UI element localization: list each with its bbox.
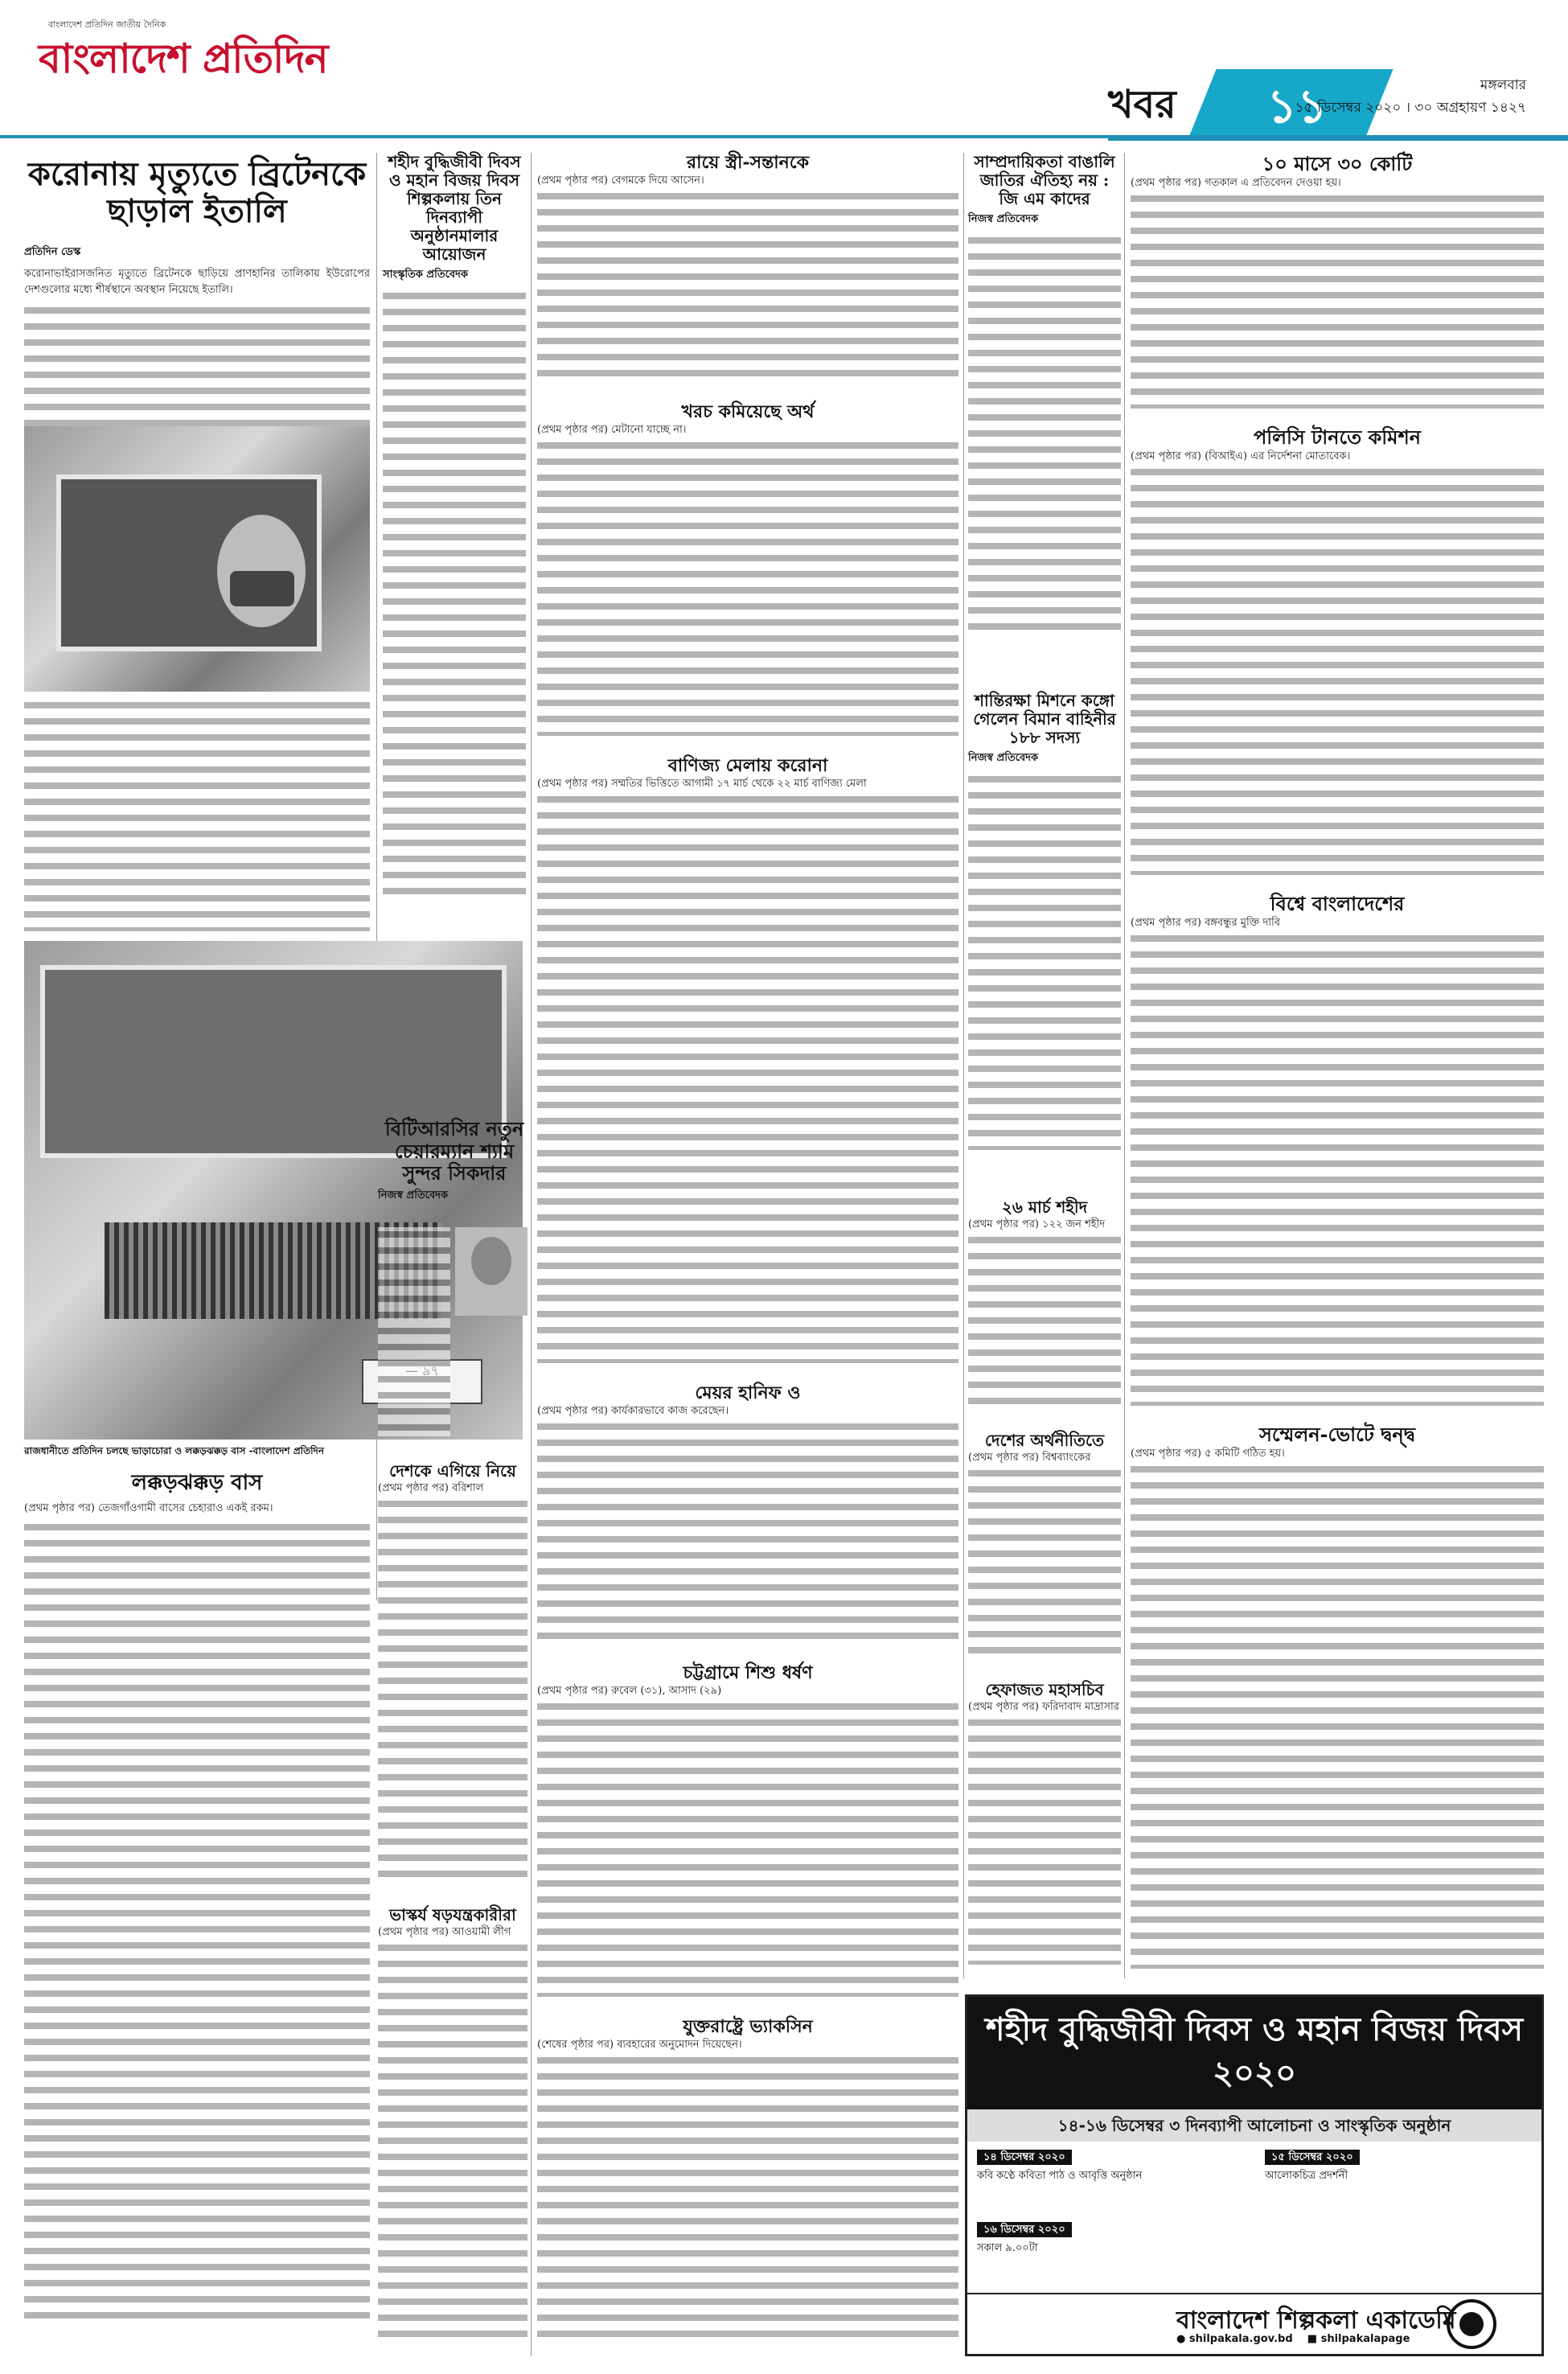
article-child-rape[interactable] bbox=[537, 1663, 958, 2009]
article-wife[interactable] bbox=[537, 153, 958, 394]
article-hefajot[interactable] bbox=[968, 1681, 1121, 1978]
ad-day1-date: ১৪ ডিসেম্বর ২০২০ bbox=[977, 2150, 1072, 2165]
article-country[interactable] bbox=[378, 1462, 527, 1896]
byline: নিজস্ব প্রতিবেদক bbox=[378, 1189, 449, 1201]
ad-day1 bbox=[977, 2150, 1250, 2183]
masthead-rule-secondary bbox=[1108, 138, 1568, 141]
ad-day3-date: ১৬ ডিসেম্বর ২০২০ bbox=[977, 2222, 1072, 2237]
article-text-block bbox=[537, 792, 958, 1363]
lead-paragraph: (প্রথম পৃষ্ঠার পর) সম্মতির ভিত্তিতে আগামী ১৭ মার্চ থেকে ২২ মার্চ বাণিজ্য মেলা bbox=[537, 778, 867, 791]
article-sculpture[interactable] bbox=[378, 1906, 527, 2356]
headline: বিশ্বে বাংলাদেশের bbox=[1270, 892, 1405, 915]
lead-paragraph: (প্রথম পৃষ্ঠার পর) তেজগাঁওগামী বাসের চেহারাও একই রকম। bbox=[24, 1501, 273, 1514]
article-text-block bbox=[968, 1466, 1121, 1659]
column-divider bbox=[531, 153, 532, 2356]
article-text-block bbox=[1131, 1462, 1544, 1969]
article-text-block bbox=[537, 2053, 958, 2343]
headline: মেয়র হানিফ ও bbox=[695, 1382, 801, 1403]
article-text-block bbox=[968, 1233, 1121, 1410]
article-intellectuals[interactable] bbox=[383, 153, 526, 925]
article-text-block bbox=[1131, 465, 1544, 875]
headline: যুক্তরাষ্ট্রে ভ্যাকসিন bbox=[683, 2016, 813, 2037]
lead-paragraph: করোনাভাইরাসজনিত মৃত্যুতে ব্রিটেনকে ছাড়িয়ে প্রাণহানির তালিকায় ইউরোপের দেশগুলোর মধ্যে শীর্ষস্থানে অবস্থান নিয়েছে ইতালি। bbox=[24, 268, 370, 296]
face-mask bbox=[230, 571, 294, 606]
article-text-block bbox=[1131, 191, 1544, 409]
headline: দেশকে এগিয়ে নিয়ে bbox=[389, 1461, 516, 1481]
portrait-face bbox=[471, 1237, 511, 1285]
article-policy[interactable] bbox=[1131, 426, 1544, 885]
masthead bbox=[0, 0, 1568, 143]
article-economy[interactable] bbox=[968, 1431, 1121, 1673]
column-divider bbox=[1124, 153, 1125, 1978]
portrait-photo bbox=[455, 1227, 527, 1316]
lead-paragraph: (প্রথম পৃষ্ঠার পর) আওয়ামী লীগ bbox=[378, 1926, 511, 1938]
article-march26[interactable] bbox=[968, 1198, 1121, 1423]
facebook-icon: ■ bbox=[1307, 2333, 1318, 2345]
headline: রায়ে স্ত্রী-সন্তানকে bbox=[687, 152, 809, 173]
shilpakala-emblem-icon bbox=[1447, 2299, 1496, 2349]
article-text-block bbox=[968, 1715, 1121, 1965]
article-communal[interactable] bbox=[968, 153, 1121, 684]
ad-subtitle: ১৪-১৬ ডিসেম্বর ৩ দিনব্যাপী আলোচনা ও সাংস্কৃতিক অনুষ্ঠান bbox=[967, 2109, 1541, 2142]
ad-day2 bbox=[1265, 2150, 1530, 2183]
ad-title: শহীদ বুদ্ধিজীবী দিবস ও মহান বিজয় দিবস ২০২০ bbox=[967, 1997, 1541, 2109]
article-mayor[interactable] bbox=[537, 1383, 958, 1657]
dateline bbox=[1295, 74, 1526, 119]
logo-name: বাংলাদেশ প্রতিদিন bbox=[39, 35, 328, 82]
ad-day1-text: কবি কণ্ঠে কবিতা পাঠ ও আবৃত্তি অনুষ্ঠান bbox=[977, 2170, 1143, 2182]
headline: খরচ কমিয়েছে অর্থ bbox=[681, 401, 815, 422]
article-italy-continued bbox=[24, 698, 370, 931]
ad-footer bbox=[967, 2293, 1541, 2354]
byline: সাংস্কৃতিক প্রতিবেদক bbox=[383, 269, 468, 281]
headline: ২৬ মার্চ শহীদ bbox=[1001, 1197, 1088, 1217]
ad-links bbox=[1176, 2333, 1410, 2345]
lead-paragraph: (প্রথম পৃষ্ঠার পর) বরিশাল bbox=[378, 1482, 484, 1494]
ad-facebook[interactable]: shilpakalapage bbox=[1320, 2333, 1410, 2345]
ad-day3 bbox=[977, 2222, 1532, 2256]
article-ten-months[interactable] bbox=[1131, 153, 1544, 418]
lead-paragraph: (প্রথম পৃষ্ঠার পর) ১২২ জন শহীদ bbox=[968, 1218, 1106, 1230]
article-text-block bbox=[1131, 931, 1544, 1406]
headline: করোনায় মৃত্যুতে ব্রিটেনকে ছাড়াল ইতালি bbox=[27, 155, 367, 230]
shilpakala-advertisement[interactable] bbox=[965, 1994, 1544, 2356]
headline: লক্কড়ঝক্কড় বাস bbox=[131, 1471, 263, 1495]
photo-caption: রাজধানীতে প্রতিদিন চলছে ভাড়াচোরা ও লক্কড়ঝক্কড় বাস -বাংলাদেশ প্রতিদিন bbox=[24, 1445, 324, 1456]
article-world-bd[interactable] bbox=[1131, 893, 1544, 1415]
lead-paragraph: (প্রথম পৃষ্ঠার পর) বিশ্বব্যাংকের bbox=[968, 1452, 1091, 1464]
column-divider bbox=[963, 153, 964, 1978]
article-conference[interactable] bbox=[1131, 1423, 1544, 1978]
lead-paragraph: (প্রথম পৃষ্ঠার পর) ৫ কমিটি গঠিত হয়। bbox=[1131, 1447, 1285, 1460]
article-bus[interactable] bbox=[24, 1472, 370, 2356]
article-congo[interactable] bbox=[968, 692, 1121, 1190]
byline: নিজস্ব প্রতিবেদক bbox=[968, 752, 1039, 764]
article-text-block bbox=[24, 1520, 370, 2324]
article-body bbox=[24, 1501, 370, 1517]
headline: শহীদ বুদ্ধিজীবী দিবস ও মহান বিজয় দিবস শিল্পকলায় তিন দিনব্যাপী অনুষ্ঠানমালার আয়োজন bbox=[388, 152, 521, 264]
ad-website[interactable]: shilpakala.gov.bd bbox=[1188, 2333, 1293, 2345]
lead-paragraph: (শেষের পৃষ্ঠার পর) ব্যবহারের অনুমোদন দিয়েছেন। bbox=[537, 2039, 742, 2052]
headline: পলিসি টানতে কমিশন bbox=[1254, 425, 1421, 449]
headline: সম্মেলন-ভোটে দ্বন্দ্ব bbox=[1259, 1423, 1415, 1446]
lead-paragraph: (প্রথম পৃষ্ঠার পর) রুবেল (৩১), আসাদ (২৯) bbox=[537, 1685, 722, 1698]
headline: শান্তিরক্ষা মিশনে কঙ্গো গেলেন বিমান বাহিনীর ১৮৮ সদস্য bbox=[973, 691, 1116, 747]
article-text-block bbox=[537, 1419, 958, 1645]
lead-paragraph: (প্রথম পৃষ্ঠার পর) (বিআইএ) এর নির্দেশনা মোতাবেক। bbox=[1131, 450, 1351, 462]
article-text-block bbox=[968, 233, 1121, 635]
headline: ভাস্কর্য ষড়যন্ত্রকারীরা bbox=[389, 1905, 516, 1924]
ad-day2-text: আলোকচিত্র প্রদর্শনী bbox=[1265, 2170, 1348, 2182]
section-label: খবর bbox=[1108, 82, 1176, 127]
headline: ১০ মাসে ৩০ কোটি bbox=[1262, 152, 1413, 175]
ad-day2-date: ১৫ ডিসেম্বর ২০২০ bbox=[1265, 2150, 1360, 2165]
article-text-block bbox=[537, 438, 958, 736]
lead-paragraph: (প্রথম পৃষ্ঠার পর) বেগমকে দিয়ে আসেন। bbox=[537, 175, 704, 187]
headline: বাণিজ্য মেলায় করোনা bbox=[667, 755, 828, 776]
lead-paragraph: (প্রথম পৃষ্ঠার পর) কার্যকারভাবে কাজ করেছেন। bbox=[537, 1405, 729, 1418]
byline: প্রতিদিন ডেস্ক bbox=[24, 246, 81, 258]
weekday: মঙ্গলবার bbox=[1480, 77, 1526, 93]
ad-day3-text: সকাল ৯.০০টা bbox=[977, 2242, 1038, 2254]
photo-masked-man bbox=[24, 426, 370, 692]
article-text-block bbox=[383, 289, 526, 900]
newspaper-logo[interactable] bbox=[39, 18, 392, 88]
article-btrc[interactable] bbox=[378, 1118, 531, 1456]
headline: সাম্প্রদায়িকতা বাঙালি জাতির ঐতিহ্য নয় : জি এম কাদের bbox=[974, 152, 1115, 208]
issue-date: ১৫ ডিসেম্বর ২০২০ । ৩০ অগ্রহায়ণ ১৪২৭ bbox=[1295, 100, 1526, 116]
article-trade-fair[interactable] bbox=[537, 756, 958, 1375]
globe-icon: ● bbox=[1176, 2333, 1186, 2345]
lead-paragraph: (প্রথম পৃষ্ঠার পর) গতকাল এ প্রতিবেদন দেওয়া হয়। bbox=[1131, 176, 1341, 189]
logo-tagline: বাংলাদেশ প্রতিদিন জাতীয় দৈনিক bbox=[48, 19, 166, 30]
article-expense[interactable] bbox=[537, 402, 958, 748]
ad-organization: বাংলাদেশ শিল্পকলা একাডেমি bbox=[1176, 2306, 1456, 2335]
article-text-block bbox=[378, 1497, 527, 1883]
lead-paragraph: (প্রথম পৃষ্ঠার পর) বঙ্গবন্ধুর মুক্তি দাবি bbox=[1131, 916, 1280, 929]
headline: হেফাজত মহাসচিব bbox=[985, 1680, 1104, 1699]
headline: বিটিআরসির নতুন চেয়ারম্যান শ্যাম সুন্দর সিকদার bbox=[384, 1117, 524, 1185]
article-body bbox=[24, 266, 370, 298]
article-text-block bbox=[968, 772, 1121, 1150]
lead-paragraph: (প্রথম পৃষ্ঠার পর) ফরিদাবাদ মাদ্রাসার bbox=[968, 1701, 1119, 1713]
headline: দেশের অর্থনীতিতে bbox=[984, 1431, 1105, 1450]
article-text-block bbox=[537, 1699, 958, 1997]
headline: চট্টগ্রামে শিশু ধর্ষণ bbox=[683, 1662, 813, 1683]
byline: নিজস্ব প্রতিবেদক bbox=[968, 213, 1039, 225]
article-text-block bbox=[378, 1941, 527, 2343]
article-text-block bbox=[537, 189, 958, 382]
lead-paragraph: (প্রথম পৃষ্ঠার পর) মেটানো যাচ্ছে না। bbox=[537, 424, 687, 437]
article-text-block bbox=[378, 1227, 450, 1436]
article-vaccine[interactable] bbox=[537, 2017, 958, 2355]
page-number: ১১ bbox=[1266, 79, 1328, 133]
